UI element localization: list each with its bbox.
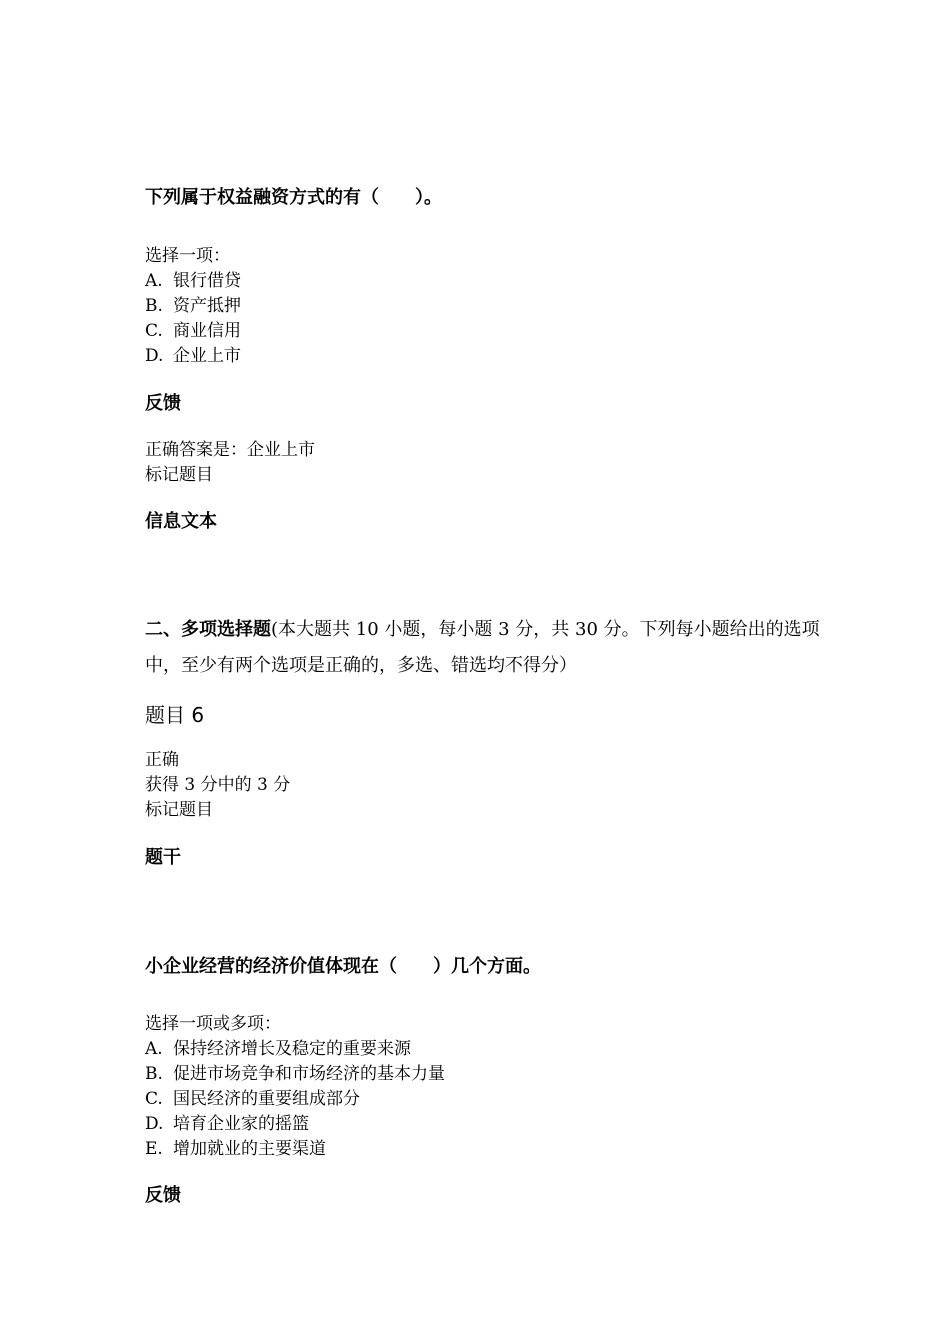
- option-label: 企业上市: [173, 346, 241, 366]
- correct-answer: 正确答案是：企业上市: [145, 440, 315, 460]
- option-d[interactable]: [145, 344, 241, 369]
- option-letter: C.: [145, 1089, 163, 1109]
- option-letter: B.: [145, 1064, 163, 1084]
- option-label: 增加就业的主要渠道: [173, 1139, 326, 1159]
- option-label: 国民经济的重要组成部分: [173, 1089, 360, 1109]
- option-a[interactable]: [145, 1037, 445, 1062]
- option-letter: C.: [145, 321, 163, 341]
- answer-options: [145, 244, 241, 369]
- feedback-block: [145, 438, 315, 488]
- option-label: 银行借贷: [173, 271, 241, 291]
- option-c[interactable]: [145, 1087, 445, 1112]
- option-d[interactable]: [145, 1112, 445, 1137]
- answer-prompt: 选择一项或多项：: [145, 1014, 281, 1034]
- flag-question-link[interactable]: 标记题目: [145, 465, 213, 485]
- option-b[interactable]: [145, 294, 241, 319]
- option-letter: D.: [145, 346, 164, 366]
- option-label: 保持经济增长及稳定的重要来源: [173, 1039, 411, 1059]
- section-title: [145, 612, 825, 684]
- option-letter: B.: [145, 296, 163, 316]
- question-number-heading: 题目 6: [145, 703, 205, 727]
- flag-question-link[interactable]: 标记题目: [145, 800, 213, 820]
- option-letter: E.: [145, 1139, 163, 1159]
- feedback-heading: 反馈: [145, 393, 181, 414]
- option-letter: D.: [145, 1114, 164, 1134]
- option-a[interactable]: [145, 269, 241, 294]
- option-c[interactable]: [145, 319, 241, 344]
- section-title-rest: (本大题共 10 小题，每小题 3 分，共 30 分。下列每小题给出的选项中，至少有两个选项是正确的，多选、错选均不得分）: [145, 619, 820, 676]
- question-score: 获得 3 分中的 3 分: [145, 775, 291, 795]
- option-b[interactable]: [145, 1062, 445, 1087]
- question-stem-heading: 题干: [145, 847, 181, 868]
- option-label: 促进市场竞争和市场经济的基本力量: [173, 1064, 445, 1084]
- option-label: 资产抵押: [173, 296, 241, 316]
- info-text-heading: 信息文本: [145, 511, 217, 532]
- answer-options: [145, 1012, 445, 1162]
- option-letter: A.: [145, 1039, 163, 1059]
- answer-prompt: 选择一项：: [145, 246, 230, 266]
- option-label: 培育企业家的摇篮: [173, 1114, 309, 1134]
- section-title-bold: 二、多项选择题: [145, 619, 271, 640]
- question-text: 小企业经营的经济价值体现在（ ）几个方面。: [145, 956, 541, 977]
- feedback-heading: 反馈: [145, 1185, 181, 1206]
- option-label: 商业信用: [173, 321, 241, 341]
- option-letter: A.: [145, 271, 163, 291]
- option-e[interactable]: [145, 1137, 445, 1162]
- question-status: 正确: [145, 750, 179, 770]
- question-info: [145, 748, 290, 823]
- question-text: 下列属于权益融资方式的有（ ）。: [145, 187, 442, 208]
